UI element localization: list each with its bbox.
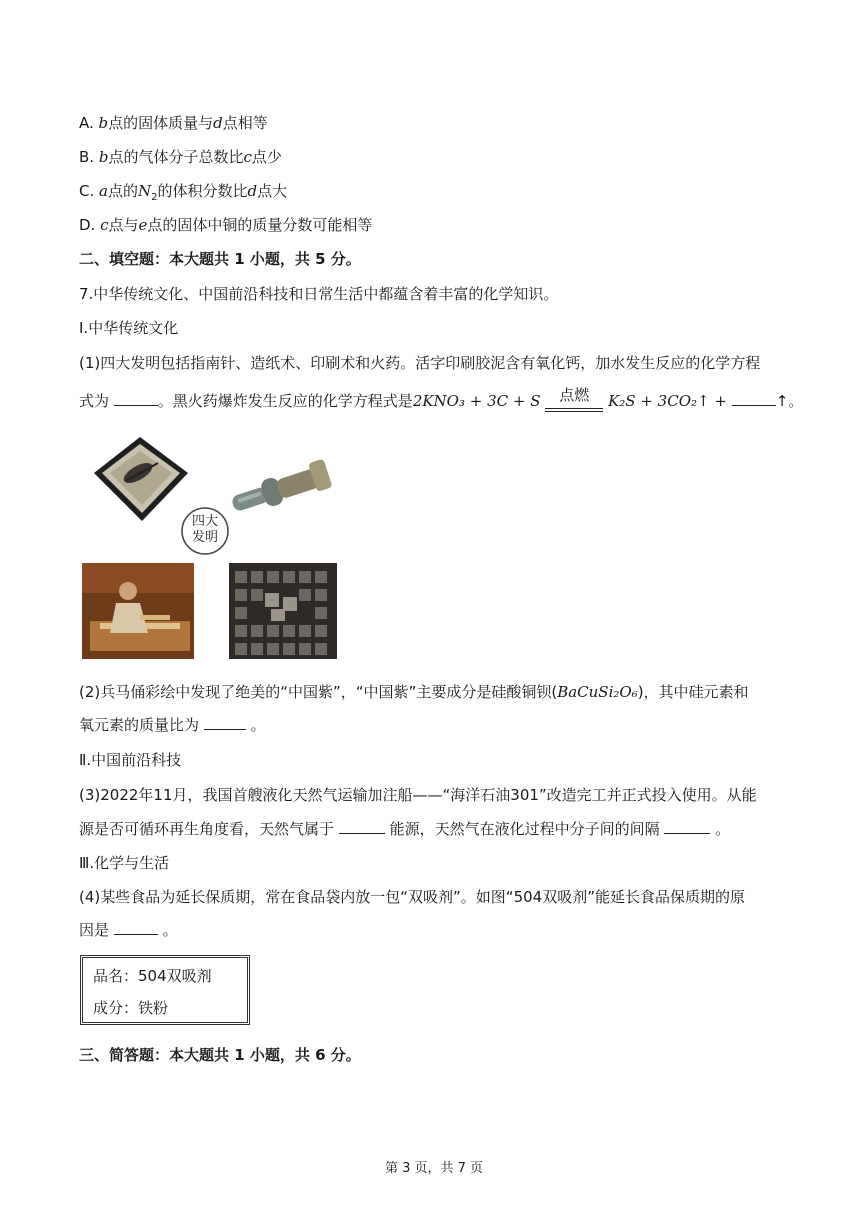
section-heading: 二、填空题：本大题共 1 小题，共 5 分。: [79, 250, 361, 268]
point-var: c: [100, 216, 109, 234]
q4-text: 因是: [79, 921, 110, 939]
section-heading: 三、简答题：本大题共 1 小题，共 6 分。: [79, 1046, 361, 1064]
q4-line-1: (4)某些食品为延长保质期，常在食品袋内放一包“双吸剂”。如图“504双吸剂”能延长食品保质期的原: [79, 888, 745, 906]
q2-text: (2)兵马俑彩绘中发现了绝美的“中国紫”，“中国紫”主要成分是硅酸铜钡(: [79, 683, 558, 701]
condition-label: 点燃: [559, 386, 590, 404]
option-a: [79, 112, 268, 134]
movable-type-image: [229, 563, 337, 659]
product-name: 品名：504双吸剂: [93, 967, 212, 985]
q3-line-2: [79, 818, 730, 840]
chem-subscript: 2: [151, 192, 158, 203]
option-text: 点的: [107, 182, 138, 200]
option-text: 点的气体分子总数比: [108, 148, 244, 166]
point-var: e: [138, 216, 148, 234]
question-7: 7.中华传统文化、中国前沿科技和日常生活中都蕴含着丰富的化学知识。: [79, 285, 559, 303]
equation-left: 2KNO₃ + 3C + S: [412, 392, 541, 410]
part-heading-2: Ⅱ.中国前沿科技: [79, 751, 182, 769]
point-var: a: [99, 182, 108, 200]
q4-line-2: [79, 919, 178, 941]
product-content: 成分：铁粉: [93, 999, 169, 1017]
option-text: 点少: [251, 148, 282, 166]
q2-line-1: [79, 681, 749, 703]
option-label: D.: [79, 216, 96, 234]
q3-line-1: (3)2022年11月，我国首艘液化天然气运输加注船——“海洋石油301”改造完工并正式投入使用。从能: [79, 786, 757, 804]
part-heading-1: Ⅰ.中华传统文化: [79, 319, 179, 337]
q2-text: 。: [250, 716, 266, 734]
q3-text: 源是否可循环再生角度看，天然气属于: [79, 820, 335, 838]
point-var: d: [247, 182, 258, 200]
answer-blank[interactable]: [664, 819, 710, 834]
q1-text: 。黑火药爆炸发生反应的化学方程式是: [157, 392, 413, 410]
inventions-badge-label: 四大 发明: [191, 514, 218, 545]
point-var: b: [98, 114, 109, 132]
q2-line-2: [79, 714, 266, 736]
inventions-badge: [179, 505, 231, 557]
option-d: [79, 214, 372, 236]
chem-formula: N: [138, 182, 152, 200]
q1-line-1: (1)四大发明包括指南针、造纸术、印刷术和火药。活字印刷胶泥含有氧化钙，加水发生反应的化学方程: [79, 354, 761, 372]
option-text: 的体积分数比: [157, 182, 248, 200]
option-label: B.: [79, 148, 95, 166]
equals-arrow: [545, 408, 603, 412]
gunpowder-cannon-image: [228, 453, 334, 521]
option-text: 点与: [108, 216, 139, 234]
option-text: 点相等: [222, 114, 268, 132]
option-b: [79, 146, 282, 168]
option-label: C.: [79, 182, 95, 200]
option-text: 点的固体中铜的质量分数可能相等: [147, 216, 373, 234]
answer-blank[interactable]: [732, 391, 776, 406]
q1-line-2: [79, 386, 804, 412]
product-label-box: [80, 955, 250, 1025]
answer-blank[interactable]: [114, 920, 158, 935]
part-heading-3: Ⅲ.化学与生活: [79, 854, 170, 872]
answer-blank[interactable]: [204, 715, 246, 730]
page-footer: 第 3 页，共 7 页: [384, 1161, 484, 1176]
answer-blank[interactable]: [114, 391, 158, 406]
equation-right: K₂S + 3CO₂↑ +: [608, 392, 727, 410]
answer-blank[interactable]: [339, 819, 385, 834]
q2-text: )，其中硅元素和: [637, 683, 749, 701]
option-text: 点的固体质量与: [108, 114, 214, 132]
q2-text: 氧元素的质量比为: [79, 716, 200, 734]
q3-text: 能源，天然气在液化过程中分子间的间隔: [389, 820, 660, 838]
reaction-condition: [545, 386, 603, 412]
option-label: A.: [79, 114, 94, 132]
q4-text: 。: [162, 921, 178, 939]
point-var: d: [213, 114, 223, 132]
q1-text: ↑。: [775, 392, 804, 410]
compass-image: [88, 433, 192, 525]
option-c: [79, 180, 287, 209]
q1-text: 式为: [79, 392, 110, 410]
point-var: c: [243, 148, 252, 166]
chem-formula: BaCuSi₂O₆: [557, 683, 638, 701]
option-text: 点大: [257, 182, 288, 200]
q3-text: 。: [715, 820, 731, 838]
point-var: b: [98, 148, 109, 166]
papermaking-image: [82, 563, 194, 659]
